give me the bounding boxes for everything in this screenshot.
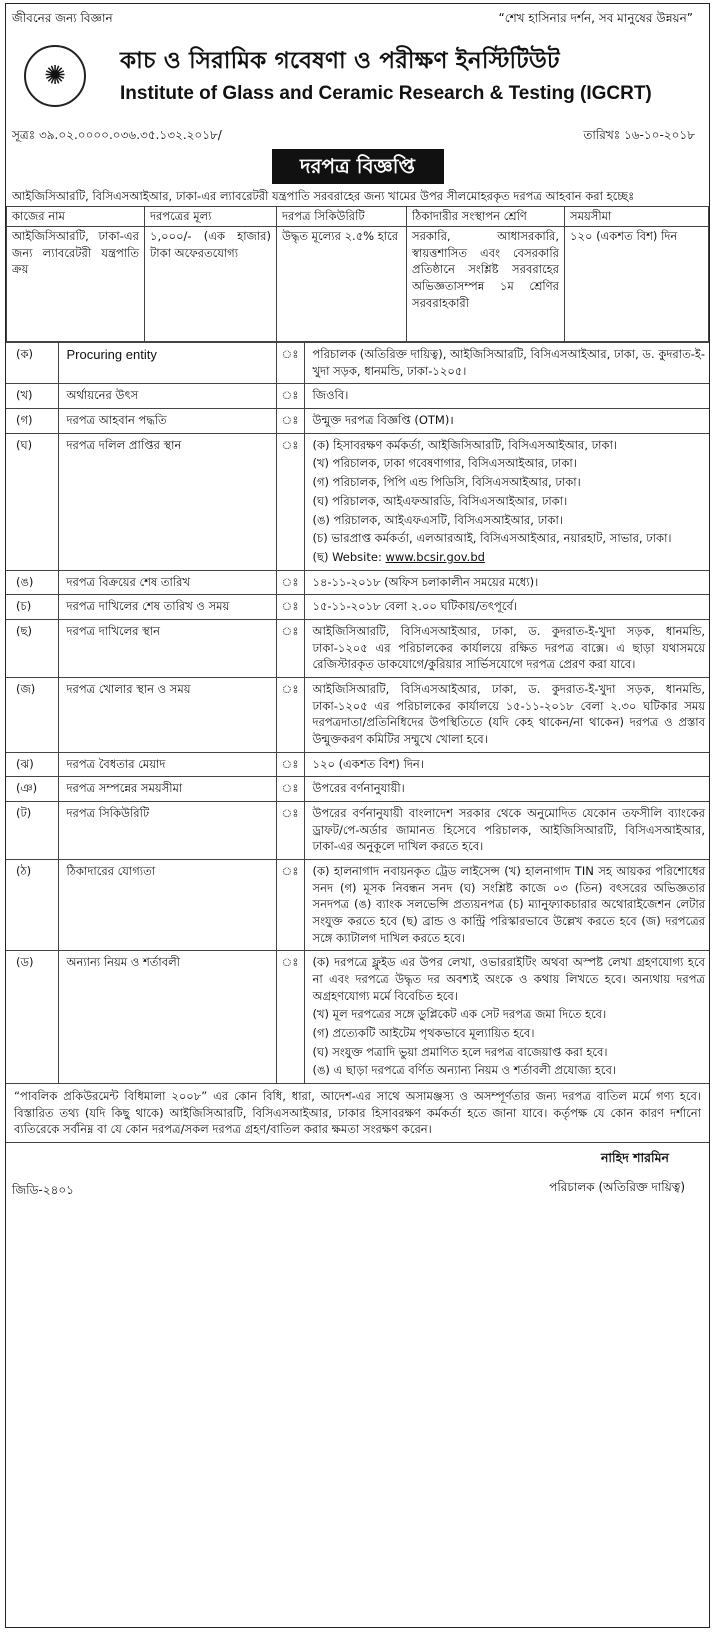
detail-label: দরপত্র খোলার স্থান ও সময়: [58, 677, 276, 752]
summary-header: কাজের নাম: [7, 207, 145, 227]
notice-date: তারিখঃ ১৬-১০-২০১৮: [583, 128, 695, 143]
detail-text: (চ) ভারপ্রাপ্ত কর্মকর্তা, এলআরআই, বিসিএসআইআর, নয়ারহাট, সাভার, ঢাকা।: [312, 531, 672, 546]
detail-text: (গ) পরিচালক, পিপি এন্ড পিডিসি, বিসিএসআইআর, ঢাকা।: [312, 475, 581, 490]
summary-cell: ১২০ (একশত বিশ) দিন: [565, 227, 709, 342]
summary-header: সময়সীমা: [565, 207, 709, 227]
detail-text: পরিচালক (অতিরিক্ত দায়িত্ব), আইজিসিআরটি, বিসিএসআইআর, ঢাকা, ড. কুদরাত-ই-খুদা সড়ক, ধানমন্ডি, ঢাকা-১২০৫।: [312, 347, 705, 378]
detail-colon: ঃ: [276, 677, 304, 752]
detail-text: আইজিসিআরটি, বিসিএসআইআর, ঢাকা, ড. কুদরাত-ই-খুদা সড়ক, ধানমন্ডি, ঢাকা-১২০৫ এর পরিচালকের কার্যালয়ে রক্ষিত দরপত্র বাক্সে। এ ছাড়া যথাসময়ে রেজিস্টারকৃত ডাকযোগে/কুরিয়ার সার্ভিসযোগে দরপত্র প্রেরণ করা যাবে।: [312, 623, 705, 672]
detail-row: [6, 409, 709, 434]
website-label: (ছ) Website:: [312, 549, 386, 564]
detail-text: (খ) পরিচালক, ঢাকা গবেষণাগার, বিসিএসআইআর, ঢাকা।: [312, 456, 577, 471]
detail-key: (ঝ): [6, 752, 58, 777]
detail-key: (খ): [6, 384, 58, 409]
detail-text: ১৪-১১-২০১৮ (অফিস চলাকালীন সময়ের মধ্যে)।: [312, 574, 539, 589]
detail-colon: ঃ: [276, 619, 304, 677]
details-table: [6, 342, 709, 1084]
detail-value: [304, 343, 709, 384]
detail-value: [304, 409, 709, 434]
footnote-text: “পাবলিক প্রকিউরমেন্ট বিধিমালা ২০০৮” এর কোন বিধি, ধারা, আদেশ-এর সাথে অসামঞ্জস্য ও অসম্পূর্ণতার জন্য দরপত্র বাতিল মর্মে গণ্য হবে। বিস্তারিত তথ্য (যদি কিছু থাকে) আইজিসিআরটি, বিসিএসআইআর, ঢাকার হিসাবরক্ষণ কর্মকর্তা হতে জানা যাবে। কর্তৃপক্ষ যে কোন কারণ দর্শানো ব্যতিরেকে সর্বনিম্ন বা যে কোন দরপত্র/সকল দরপত্র গ্রহণ/বাতিল করার ক্ষমতা সংরক্ষণ করেন।: [6, 1084, 709, 1143]
website-line: [313, 549, 706, 566]
detail-row: [6, 859, 709, 950]
detail-text: জিওবি।: [312, 388, 349, 403]
detail-value: [304, 384, 709, 409]
detail-text: (ক) দরপত্রে ফ্লুইড এর উপর লেখা, ওভাররাইটিং অথবা অস্পষ্ট লেখা গ্রহণযোগ্য হবে না এবং দরপত্রে উদ্ধৃত দর অবশ্যই অংকে ও কথায় লিখতে হবে। অন্যথায় দরপত্র অগ্রহণযোগ্য মর্মে বিবেচিত হবে।: [312, 955, 705, 1003]
detail-text: আইজিসিআরটি, বিসিএসআইআর, ঢাকা, ড. কুদরাত-ই-খুদা সড়ক, ধানমন্ডি, ঢাকা-১২০৫ এর পরিচালকের কার্যালয়ে ১৫-১১-২০১৮ বেলা ২.৩০ ঘটিকার সময় দরপত্রদাতা/প্রতিনিধিদের উপস্থিতিতে (যদি কেহ থাকেন/না থাকেন) দরপত্র ও প্রস্তাব উন্মুক্তকরণ কমিটির সম্মুখে খোলা হবে।: [312, 681, 705, 746]
detail-value: [304, 677, 709, 752]
detail-row: [6, 777, 709, 802]
detail-colon: ঃ: [276, 595, 304, 620]
detail-label: অর্থায়নের উৎস: [58, 384, 276, 409]
detail-colon: ঃ: [276, 570, 304, 595]
institute-header: [6, 27, 709, 117]
detail-label: দরপত্র সম্পন্নের সময়সীমা: [58, 777, 276, 802]
detail-value: [304, 859, 709, 950]
detail-value: [304, 801, 709, 859]
detail-key: (ঞ): [6, 777, 58, 802]
detail-colon: ঃ: [276, 777, 304, 802]
detail-key: (ঙ): [6, 570, 58, 595]
detail-value: [304, 619, 709, 677]
detail-row: [6, 433, 709, 570]
detail-key: (চ): [6, 595, 58, 620]
summary-cell: সরকারি, আধাসরকারি, স্বায়ত্তশাসিত এবং বেসরকারি প্রতিষ্ঠানে সংশ্লিষ্ট সরবরাহের অভিজ্ঞতাসম্পন্ন ১ম শ্রেণির সরবরাহকারী: [407, 227, 565, 342]
summary-header: দরপত্র সিকিউরিটি: [277, 207, 407, 227]
detail-value: [304, 951, 709, 1084]
detail-key: (ঠ): [6, 859, 58, 950]
detail-label: দরপত্র আহবান পদ্ধতি: [58, 409, 276, 434]
summary-header: ঠিকাদারীর সংস্থাপন শ্রেণি: [407, 207, 565, 227]
detail-colon: ঃ: [276, 801, 304, 859]
detail-text: (খ) মূল দরপত্রের সঙ্গে ডুপ্লিকেট এক সেট দরপত্র জমা দিতে হবে।: [312, 1007, 607, 1022]
reference-row: [6, 117, 709, 144]
detail-colon: ঃ: [276, 409, 304, 434]
detail-value: [304, 570, 709, 595]
notice-title: দরপত্র বিজ্ঞপ্তি: [272, 149, 444, 184]
summary-table: [6, 206, 709, 342]
detail-text: (ঙ) পরিচালক, আইএফএসটি, বিসিএসআইআর, ঢাকা।: [312, 512, 563, 527]
detail-label: দরপত্র দাখিলের শেষ তারিখ ও সময়: [58, 595, 276, 620]
summary-cell: আইজিসিআরটি, ঢাকা-এর জন্য ল্যাবরেটরী যন্ত্রপাতি ক্রয়: [7, 227, 145, 342]
detail-key: (ক): [6, 343, 58, 384]
detail-row: [6, 619, 709, 677]
detail-key: (ড): [6, 951, 58, 1084]
detail-label: দরপত্র বিক্রয়ের শেষ তারিখ: [58, 570, 276, 595]
detail-label: ঠিকাদারের যোগ্যতা: [58, 859, 276, 950]
signatory-designation: পরিচালক (অতিরিক্ত দায়িত্ব): [549, 1180, 685, 1194]
detail-colon: ঃ: [276, 433, 304, 570]
detail-row: [6, 752, 709, 777]
detail-text: (ঘ) পরিচালক, আইএফআরডি, বিসিএসআইআর, ঢাকা।: [312, 493, 568, 508]
detail-key: (ছ): [6, 619, 58, 677]
detail-text: ১২০ (একশত বিশ) দিন।: [312, 756, 424, 771]
summary-cell: ১,০০০/- (এক হাজার) টাকা অফেরতযোগ্য: [145, 227, 277, 342]
gd-number: জিডি-২৪০১: [12, 1182, 74, 1197]
detail-row: [6, 570, 709, 595]
detail-colon: ঃ: [276, 859, 304, 950]
detail-text: উন্মুক্ত দরপত্র বিজ্ঞপ্তি (OTM)।: [312, 413, 454, 428]
institute-name-bn: কাচ ও সিরামিক গবেষণা ও পরীক্ষণ ইনস্টিটিউট: [120, 47, 560, 74]
detail-text: (ক) হালনাগাদ নবায়নকৃত ট্রেড লাইসেন্স (খ) হালনাগাদ TIN সহ আয়কর পরিশোধের সনদ (গ) মূসক নিবন্ধন সনদ (ঘ) সংশ্লিষ্ট কাজে ০৩ (তিন) বৎসরের অভিজ্ঞতার সনদপত্র (ঙ) ব্যাংক সলভেন্সি প্রত্যয়নপত্র (চ) ম্যানুফ্যাকচারার অথোরাইজেশন লেটার সংযুক্ত করতে হবে (ছ) ব্রান্ড ও কান্ট্রি পরিস্কারভাবে উল্লেখ করতে হবে (জ) দরপত্রের সঙ্গে ক্যাটালগ দাখিল করতে হবে।: [312, 863, 705, 945]
detail-row: [6, 677, 709, 752]
detail-value: [304, 433, 709, 570]
detail-text: (ঘ) সংযুক্ত পত্রাদি ভুয়া প্রমাণিত হলে দরপত্র বাজেয়াপ্ত করা হবে।: [312, 1044, 608, 1059]
detail-label: দরপত্র বৈধতার মেয়াদ: [58, 752, 276, 777]
detail-key: (ঘ): [6, 433, 58, 570]
detail-key: (ট): [6, 801, 58, 859]
detail-text: (গ) প্রত্যেকটি আইটেম পৃথকভাবে মূল্যায়িত হবে।: [312, 1025, 535, 1040]
top-slogans: [6, 4, 709, 27]
detail-colon: ঃ: [276, 384, 304, 409]
detail-text: (ঙ) এ ছাড়া দরপত্রে বর্ণিত অন্যান্য নিয়ম ও শর্তাবলী প্রযোজ্য হবে।: [312, 1063, 617, 1078]
detail-colon: ঃ: [276, 951, 304, 1084]
detail-text: উপরের বর্ণনানুযায়ী।: [312, 781, 405, 796]
tender-notice-page: [5, 3, 710, 1628]
memo-number: সূত্রঃ ৩৯.০২.০০০০.০৩৬.৩৫.১৩২.২০১৮/: [12, 128, 222, 143]
summary-header: দরপত্রের মূল্য: [145, 207, 277, 227]
signature-block: [6, 1143, 709, 1203]
detail-colon: ঃ: [276, 752, 304, 777]
detail-label: Procuring entity: [58, 343, 276, 384]
intro-text: আইজিসিআরটি, বিসিএসআইআর, ঢাকা-এর ল্যাবরেটরী যন্ত্রপাতি সরবরাহের জন্য খামের উপর সীলমোহরকৃত দরপত্র আহবান করা হচ্ছেঃ: [12, 188, 635, 203]
signatory-name: নাহিদ শারমিন: [600, 1150, 669, 1165]
detail-value: [304, 777, 709, 802]
summary-cell: উদ্ধৃত মূল্যের ২.৫% হারে: [277, 227, 407, 342]
detail-label: দরপত্র দাখিলের স্থান: [58, 619, 276, 677]
detail-value: [304, 752, 709, 777]
detail-text: ১৫-১১-২০১৮ বেলা ২.০০ ঘটিকায়/তৎপূর্বে।: [312, 599, 517, 614]
detail-label: দরপত্র দলিল প্রাপ্তির স্থান: [58, 433, 276, 570]
detail-label: দরপত্র সিকিউরিটি: [58, 801, 276, 859]
slogan-right: “শেখ হাসিনার দর্শন, সব মানুষের উন্নয়ন”: [498, 11, 693, 25]
detail-row: [6, 343, 709, 384]
detail-key: (জ): [6, 677, 58, 752]
detail-row: [6, 951, 709, 1084]
slogan-left: জীবনের জন্য বিজ্ঞান: [12, 11, 113, 25]
seal-icon: ✺: [24, 45, 86, 107]
detail-key: (গ): [6, 409, 58, 434]
institute-name-en: Institute of Glass and Ceramic Research & Testing (IGCRT): [120, 83, 652, 105]
detail-value: [304, 595, 709, 620]
detail-text: (ক) হিসাবরক্ষণ কর্মকর্তা, আইজিসিআরটি, বিসিএসআইআর, ঢাকা।: [312, 437, 618, 452]
detail-row: [6, 801, 709, 859]
website-link[interactable]: www.bcsir.gov.bd: [385, 549, 485, 564]
detail-row: [6, 384, 709, 409]
detail-label: অন্যান্য নিয়ম ও শর্তাবলী: [58, 951, 276, 1084]
detail-text: উপরের বর্ণনানুযায়ী বাংলাদেশ সরকার থেকে অনুমোদিত যেকোন তফসীলি ব্যাংকের ড্রাফট/পে-অর্ডার জামানত হিসেবে পরিচালক, আইজিসিআরটি, বিসিএসআইআর, ঢাকা-এর অনুকূলে দাখিল করতে হবে।: [312, 805, 705, 854]
detail-row: [6, 595, 709, 620]
detail-colon: ঃ: [276, 343, 304, 384]
